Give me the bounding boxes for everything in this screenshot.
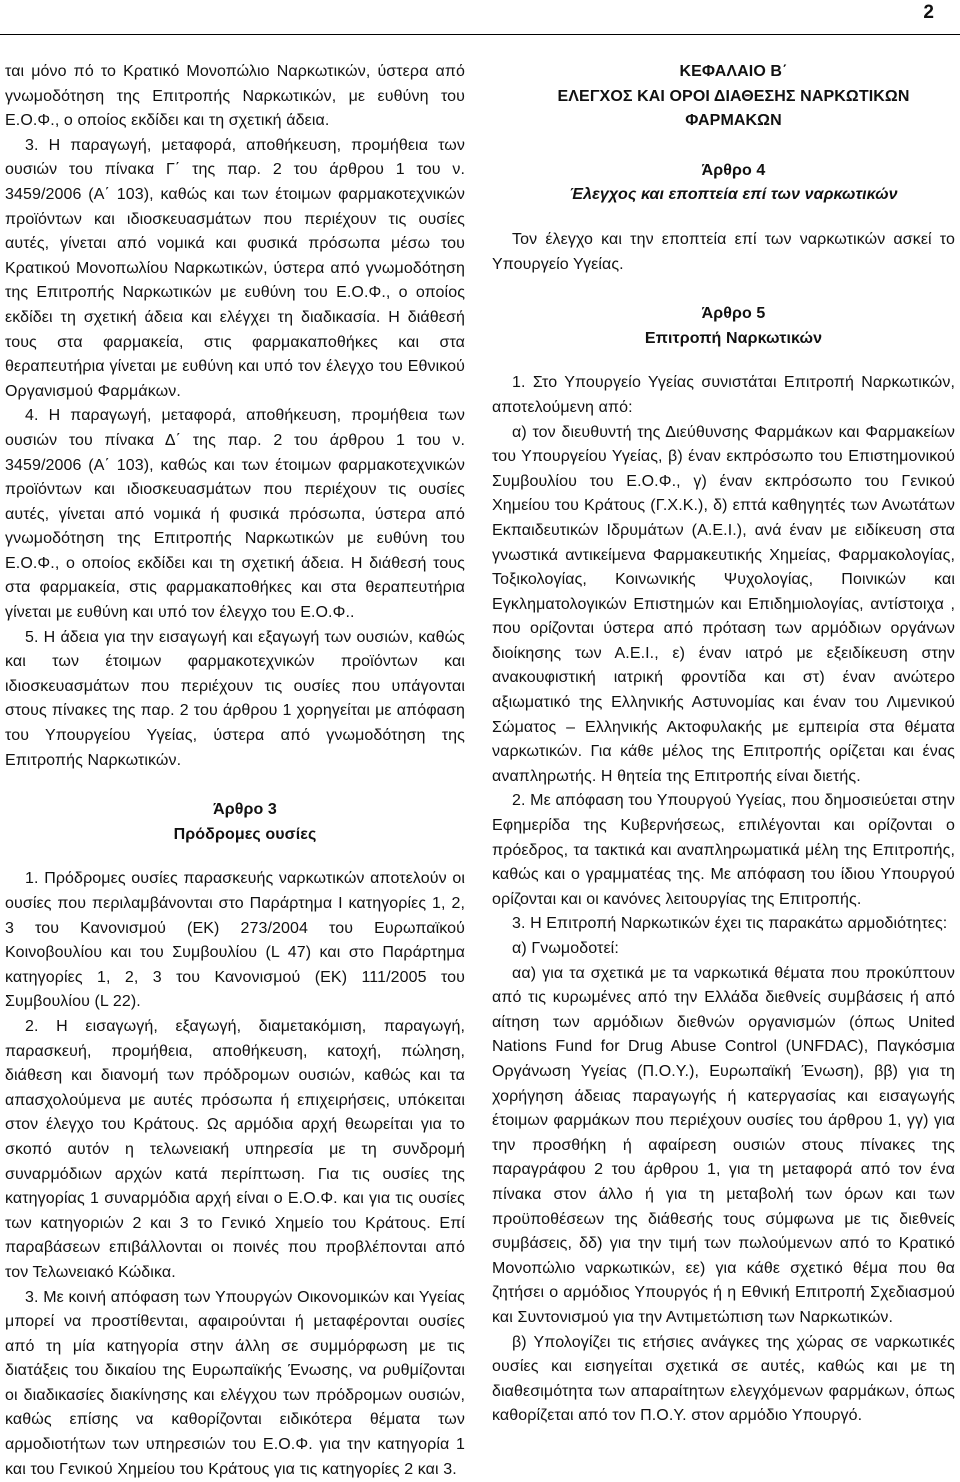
article-3-title: Άρθρο 3 — [5, 798, 465, 823]
paragraph: 5. Η άδεια για την εισαγωγή και εξαγωγή των ουσιών, καθώς και των έτοιμων φαρμακοτεχνικών προϊόντων και ιδιοσκευασμάτων που περιέχουν τις ουσίες που υπάγονται στους πίνακες της παρ. 2 του άρθρου 1 χορηγείται με απόφαση του Υπουργείου Υγείας, ύστερα από γνωμοδότηση της Επιτροπής Ναρκωτικών. — [5, 626, 465, 774]
chapter-title: ΚΕΦΑΛΑΙΟ Β΄ — [492, 60, 955, 85]
paragraph: 2. Η εισαγωγή, εξαγωγή, διαμετακόμιση, παραγωγή, παρασκευή, προμήθεια, αποθήκευση, κατοχή, πώληση, διάθεση και διανομή των πρόδρομων ουσιών, καθώς και τα απασχολούμενα με αυτές πρόσωπα ή επιχειρήσεις, υπόκειται στον έλεγχο του Κράτους. Ως αρμόδια αρχή θεωρείται για το σκοπό αυτόν η τελωνειακή υπηρεσία με τη συνδρομή συναρμόδιων αρχών κατά περίπτωση. Για τις ουσίες της κατηγορίας 1 συναρμόδια αρχή είναι ο Ε.Ο.Φ. και για τις ουσίες των κατηγοριών 2 και 3 το Γενικό Χημείο του Κράτους. Επί παραβάσεων επιβάλλονται οι ποινές που προβλέπονται από τον Τελωνειακό Κώδικα. — [5, 1015, 465, 1286]
paragraph: 2. Με απόφαση του Υπουργού Υγείας, που δημοσιεύεται στην Εφημερίδα της Κυβερνήσεως, επιλέγονται και ορίζονται ο πρόεδρος, τα τακτικά και αναπληρωματικά μέλη της Επιτροπής, καθώς και ο γραμματέας της. Με απόφαση του ίδιου Υπουργού ορίζονται και οι κανόνες λειτουργίας της Επιτροπής. — [492, 789, 955, 912]
paragraph: α) τον διευθυντή της Διεύθυνσης Φαρμάκων και Φαρμακείων του Υπουργείου Υγείας, β) έναν εκπρόσωπο του Επιστημονικού Συμβουλίου του Ε.Ο.Φ., γ) έναν εκπρόσωπο του Γενικού Χημείου του Κράτους (Γ.Χ.Κ.), δ) επτά καθηγητές των Ανωτάτων Εκπαιδευτικών Ιδρυμάτων (Α.Ε.Ι.), ανά έναν με ειδίκευση στα γνωστικά αντικείμενα Φαρμακευτικής Χημείας, Φαρμακολογίας, Τοξικολογίας, Κοινωνικής Ψυχολογίας, Ποινικών και Εγκληματολογικών Επιστημών και Επιδημιολογίας, αντίστοιχα , που ορίζονται ύστερα από πρόταση των αρμόδιων οργάνων διοίκησης των Α.Ε.Ι., ε) έναν ιατρό με εξειδίκευση στην ανακουφιστική ιατρική φροντίδα και στ) έναν ανώτερο αξιωματικό της Ελληνικής Αστυνομίας και έναν του Λιμενικού Σώματος – Ελληνικής Ακτοφυλακής με εμπειρία στα θέματα ναρκωτικών. Για κάθε μέλος της Επιτροπής ορίζεται και ένας αναπληρωτής. Η θητεία της Επιτροπής είναι διετής. — [492, 421, 955, 790]
article-4-title: Άρθρο 4 — [492, 159, 955, 184]
article-5-title: Άρθρο 5 — [492, 302, 955, 327]
paragraph: 3. Η παραγωγή, μεταφορά, αποθήκευση, προμήθεια των ουσιών του πίνακα Γ΄ της παρ. 2 του άρθρου 1 του ν. 3459/2006 (Α΄ 103), καθώς και των έτοιμων φαρμακοτεχνικών προϊόντων και ιδιοσκευασμάτων που περιέχουν τις ουσίες αυτές, γίνεται από νομικά και φυσικά πρόσωπα μέσω του Κρατικού Μονοπωλίου Ναρκωτικών, ύστερα από γνωμοδότηση της Επιτροπής Ναρκωτικών με ευθύνη του Ε.Ο.Φ., ο οποίος εκδίδει τη σχετική άδεια και ελέγχει τη διαδικασία. Η διάθεσή τους στα φαρμακεία, στις φαρμακαποθήκες και στα θεραπευτήρια γίνεται με ευθύνη και υπό τον έλεγχο του Εθνικού Οργανισμού Φαρμάκων. — [5, 134, 465, 405]
article-5-subtitle: Επιτροπή Ναρκωτικών — [492, 327, 955, 352]
paragraph: 4. Η παραγωγή, μεταφορά, αποθήκευση, προμήθεια των ουσιών του πίνακα Δ΄ της παρ. 2 του άρθρου 1 του ν. 3459/2006 (Α΄ 103), καθώς και των έτοιμων φαρμακοτεχνικών προϊόντων και ιδιοσκευασμάτων που περιέχουν τις ουσίες αυτές, γίνεται από νομικά ή φυσικά πρόσωπα, ύστερα από γνωμοδότηση της Επιτροπής Ναρκωτικών με ευθύνη του Ε.Ο.Φ., ο οποίος εκδίδει και τη σχετική άδεια. Η διάθεσή τους στα φαρμακεία, στις φαρμακαποθήκες και στα θεραπευτήρια γίνεται με ευθύνη και υπό τον έλεγχο του Ε.Ο.Φ.. — [5, 404, 465, 625]
paragraph: α) Γνωμοδοτεί: — [492, 937, 955, 962]
paragraph: 3. Με κοινή απόφαση των Υπουργών Οικονομικών και Υγείας μπορεί να προστίθενται, αφαιρούνται ή μεταφέρονται ουσίες από τη μία κατηγορία στην άλλη σε συμμόρφωση με τις διατάξεις του δικαίου της Ευρωπαϊκής Ένωσης, να ρυθμίζονται οι διαδικασίες διακίνησης και ελέγχου των πρόδρομων ουσιών, καθώς επίσης να καθορίζονται ειδικότερα θέματα των αρμοδιοτήτων των υπηρεσιών του Ε.Ο.Φ. για την κατηγορία 1 και του Γενικού Χημείου του Κράτους για τις κατηγορίες 2 και 3. — [5, 1286, 465, 1482]
paragraph: Τον έλεγχο και την εποπτεία επί των ναρκωτικών ασκεί το Υπουργείο Υγείας. — [492, 228, 955, 277]
paragraph: 1. Στο Υπουργείο Υγείας συνιστάται Επιτροπή Ναρκωτικών, αποτελούμενη από: — [492, 371, 955, 420]
chapter-subtitle: ΕΛΕΓΧΟΣ ΚΑΙ ΟΡΟΙ ΔΙΑΘΕΣΗΣ ΝΑΡΚΩΤΙΚΩΝ — [492, 85, 955, 110]
left-column — [5, 60, 465, 1482]
paragraph: 3. Η Επιτροπή Ναρκωτικών έχει τις παρακάτω αρμοδιότητες: — [492, 912, 955, 937]
article-4-subtitle: Έλεγχος και εποπτεία επί των ναρκωτικών — [492, 183, 955, 208]
paragraph: 1. Πρόδρομες ουσίες παρασκευής ναρκωτικών αποτελούν οι ουσίες που περιλαμβάνονται στο Παράρτημα Ι κατηγορίες 1, 2, 3 του Κανονισμού (ΕΚ) 273/2004 του Ευρωπαϊκού Κοινοβουλίου και του Συμβουλίου (L 47) και στο Παράρτημα κατηγορίες 1, 2, 3 του Κανονισμού (ΕΚ) 111/2005 του Συμβουλίου (L 22). — [5, 867, 465, 1015]
right-column — [492, 60, 955, 1429]
chapter-subtitle: ΦΑΡΜΑΚΩΝ — [492, 109, 955, 134]
header-rule — [0, 34, 960, 35]
article-3-subtitle: Πρόδρομες ουσίες — [5, 823, 465, 848]
paragraph: ται μόνο πό το Κρατικό Μονοπώλιο Ναρκωτικών, ύστερα από γνωμοδότηση της Επιτροπής Ναρκωτικών, με ευθύνη του Ε.Ο.Φ., ο οποίος εκδίδει και τη σχετική άδεια. — [5, 60, 465, 134]
paragraph: β) Υπολογίζει τις ετήσιες ανάγκες της χώρας σε ναρκωτικές ουσίες και εισηγείται σχετικά σε αυτές, καθώς και με τη διαθεσιμότητα των απαραίτητων ελεγχόμενων φαρμάκων, όπως καθορίζεται από τον Π.Ο.Υ. στον αρμόδιο Υπουργό. — [492, 1331, 955, 1429]
paragraph: αα) για τα σχετικά με τα ναρκωτικά θέματα που προκύπτουν από τις κυρωμένες από την Ελλάδα διεθνείς συμβάσεις ή από αίτηση των αρμόδιων διεθνών οργανισμών (όπως United Nations Fund for Drug Abuse Control (UNFDAC), Παγκόσμια Οργάνωση Υγείας (Π.Ο.Υ.), Ευρωπαϊκή Ένωση), ββ) για τη χορήγηση άδειας παραγωγής ή κατεργασίας και εισαγωγής έτοιμων φαρμάκων που περιέχουν ουσίες του άρθρου 1, γγ) για την προσθήκη ή αφαίρεση ουσιών στους πίνακες της παραγράφου 2 του άρθρου 1, για τη μεταφορά από τον ένα πίνακα στον άλλο ή για τη μεταβολή των όρων και των προϋποθέσεων της διάθεσής τους σύμφωνα με τις διεθνείς συμβάσεις, δδ) για την τιμή των πωλούμενων από το Κρατικό Μονοπώλιο ναρκωτικών, εε) για κάθε σχετικό θέμα που θα ζητήσει ο αρμόδιος Υπουργός ή η Εθνική Επιτροπή Σχεδιασμού και Συντονισμού για την Αντιμετώπιση των Ναρκωτικών. — [492, 962, 955, 1331]
page-number: 2 — [923, 2, 934, 24]
